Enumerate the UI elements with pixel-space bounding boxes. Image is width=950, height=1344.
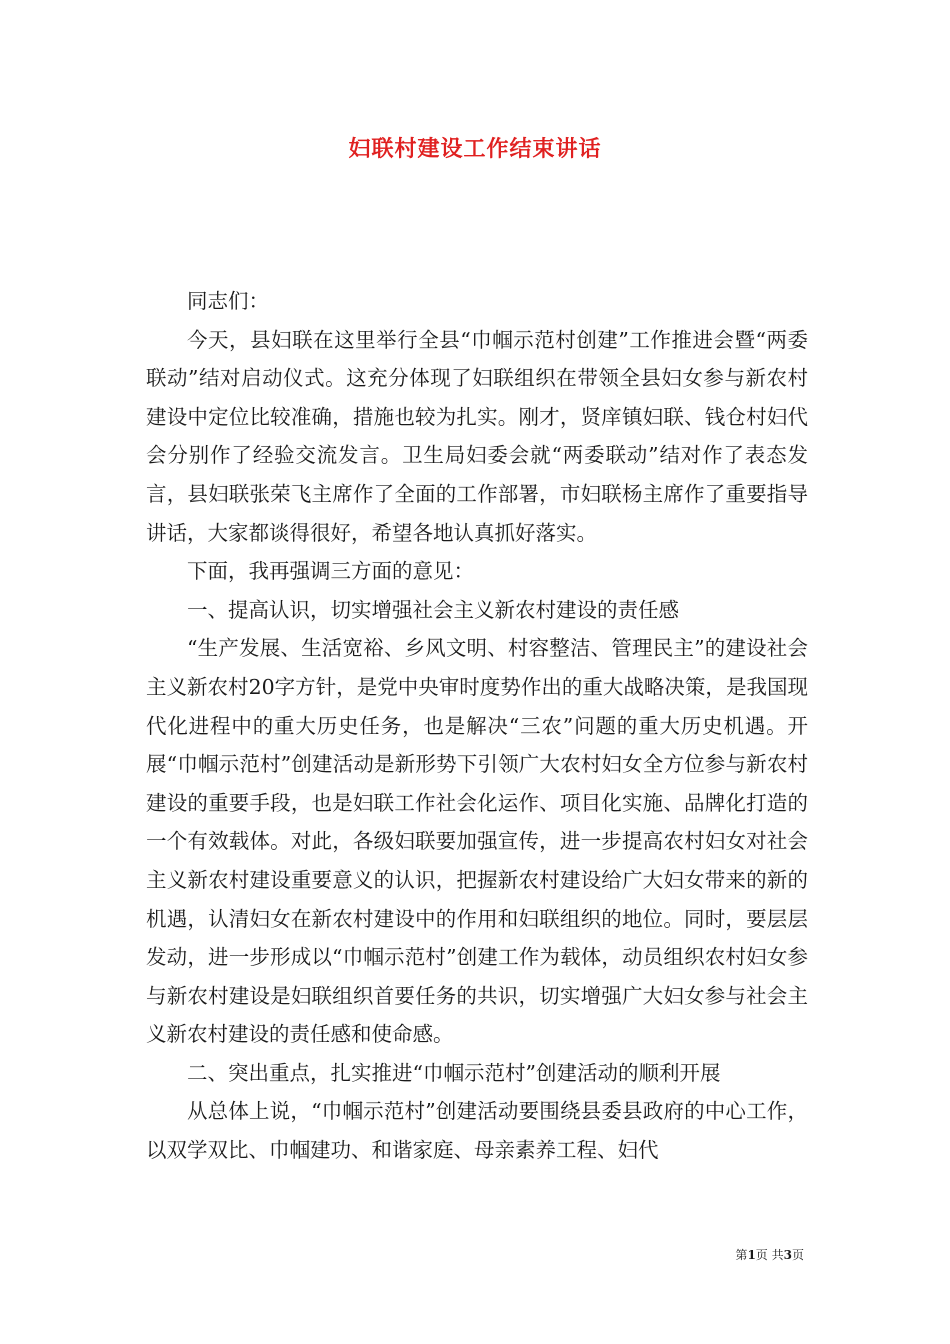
body-paragraph: 从总体上说，“巾帼示范村”创建活动要围绕县委县政府的中心工作，以双学双比、巾帼建功、和谐家庭、母亲素养工程、妇代	[146, 1099, 808, 1163]
section-heading: 二、突出重点，扎实推进“巾帼示范村”创建活动的顺利开展	[187, 1060, 721, 1085]
footer-suffix: 页	[791, 1248, 804, 1262]
document-title: 妇联村建设工作结束讲话	[348, 136, 602, 162]
body-paragraph: 今天，县妇联在这里举行全县“巾帼示范村创建”工作推进会暨“两委联动”结对启动仪式。这充分体现了妇联组织在带领全县妇女参与新农村建设中定位比较准确，措施也较为扎实。刚才，贤庠镇妇联、钱仓村妇代会分别作了经验交流发言。卫生局妇委会就“两委联动”结对作了表态发言，县妇联张荣飞主席作了全面的工作部署，市妇联杨主席作了重要指导讲话，大家都谈得很好，希望各地认真抓好落实。	[146, 327, 808, 545]
total-pages-number: 3	[783, 1248, 792, 1262]
document-body	[146, 282, 808, 1170]
body-paragraph: 下面，我再强调三方面的意见：	[187, 559, 474, 584]
body-paragraph: “生产发展、生活宽裕、乡风文明、村容整洁、管理民主”的建设社会主义新农村20字方针，是党中央审时度势作出的重大战略决策，是我国现代化进程中的重大历史任务，也是解决“三农”问题的重大历史机遇。开展“巾帼示范村”创建活动是新形势下引领广大农村妇女全方位参与新农村建设的重要手段，也是妇联工作社会化运作、项目化实施、品牌化打造的一个有效载体。对此，各级妇联要加强宣传，进一步提高农村妇女对社会主义新农村建设重要意义的认识，把握新农村建设给广大妇女带来的新的机遇，认清妇女在新农村建设中的作用和妇联组织的地位。同时，要层层发动，进一步形成以“巾帼示范村”创建工作为载体，动员组织农村妇女参与新农村建设是妇联组织首要任务的共识，切实增强广大妇女参与社会主义新农村建设的责任感和使命感。	[146, 636, 808, 1047]
salutation-paragraph: 同志们：	[187, 289, 269, 313]
section-heading: 一、提高认识，切实增强社会主义新农村建设的责任感	[187, 597, 679, 622]
current-page-number: 1	[747, 1248, 756, 1262]
page-number-footer	[735, 1246, 804, 1263]
footer-prefix: 第	[735, 1248, 748, 1262]
footer-middle: 页 共	[755, 1248, 784, 1262]
